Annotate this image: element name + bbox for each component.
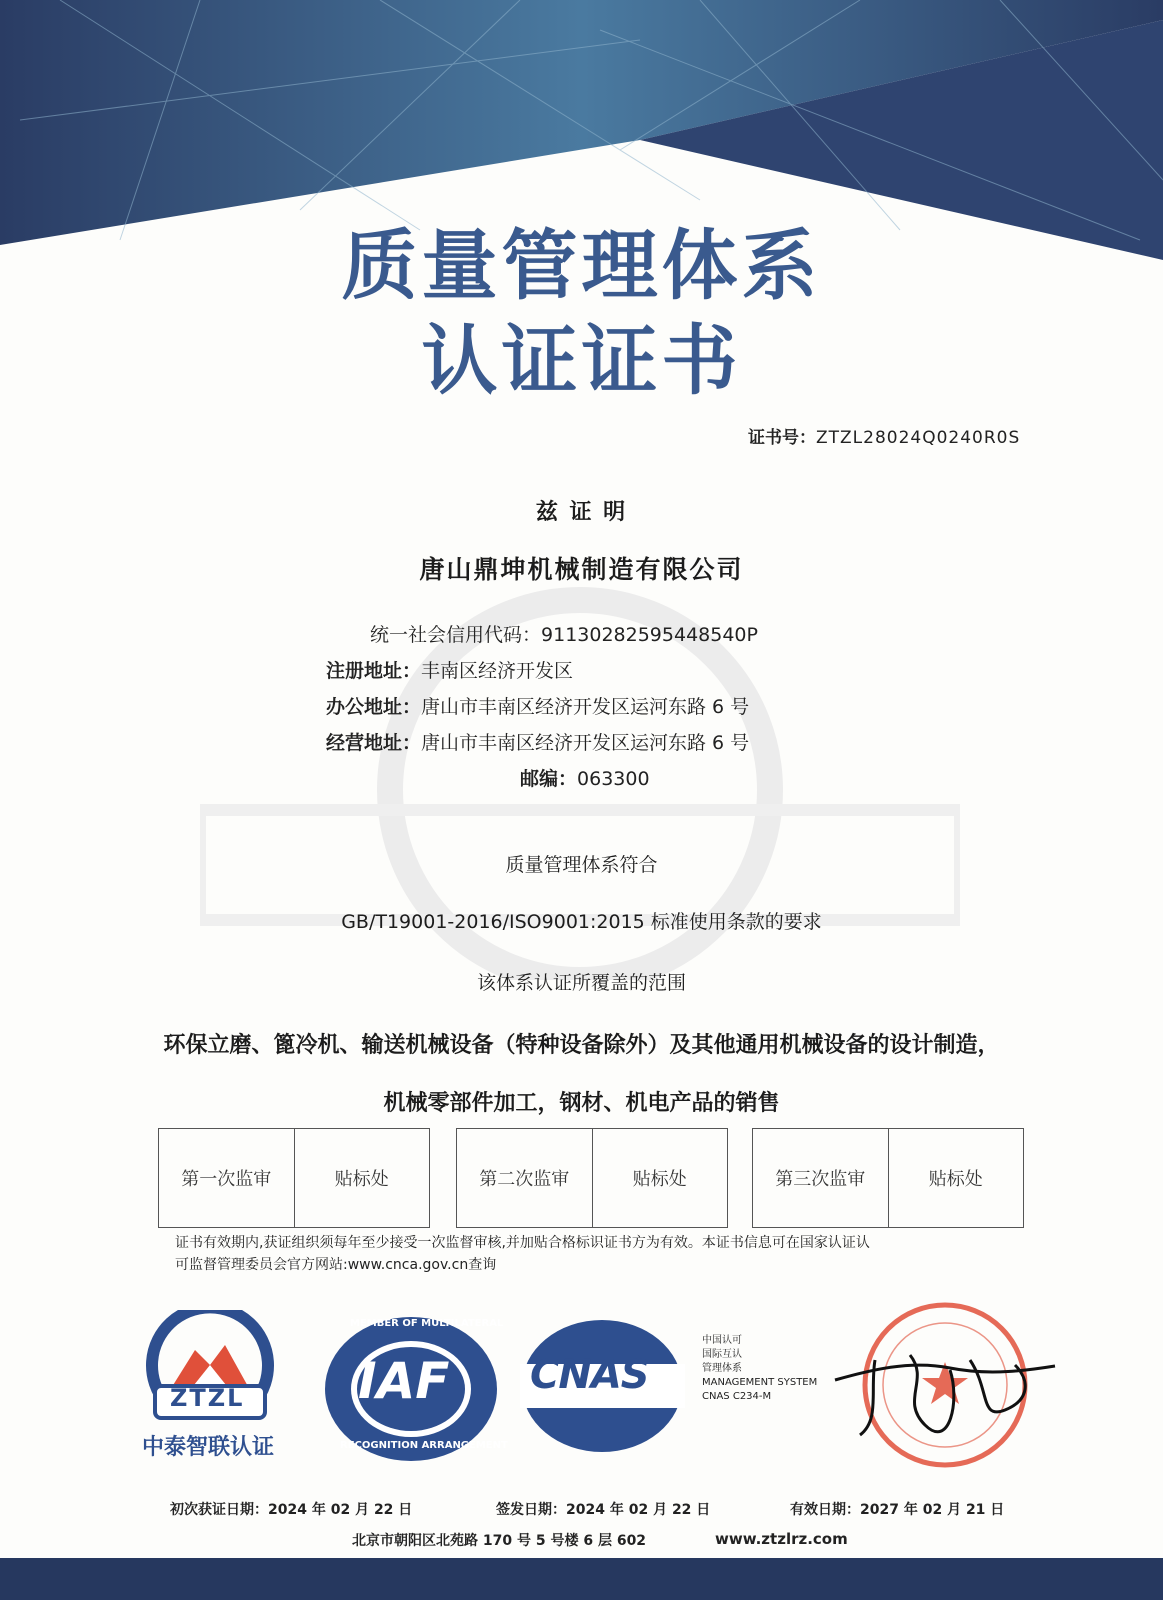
audit-box-2 — [456, 1128, 728, 1228]
credit-code-label: 统一社会信用代码： — [370, 624, 542, 646]
business-address-value: 唐山市丰南区经济开发区运河东路 6 号 — [421, 732, 750, 754]
valid-until-date — [790, 1499, 1004, 1519]
cnas-line-1: 中国认可 — [702, 1335, 742, 1346]
office-address-label: 办公地址： — [326, 696, 422, 718]
postcode-value: 063300 — [577, 768, 650, 790]
audit-box-2-label: 第二次监审 — [457, 1129, 593, 1227]
business-address — [326, 728, 749, 755]
scope-line-1: 环保立磨、篦冷机、输送机械设备（特种设备除外）及其他通用机械设备的设计制造， — [163, 1033, 1000, 1058]
audit-box-3-label: 第三次监审 — [753, 1129, 889, 1227]
cnas-line-5: CNAS C234-M — [702, 1391, 772, 1402]
company-name: 唐山鼎坤机械制造有限公司 — [419, 555, 744, 584]
credit-code-value: 91130282595448540P — [541, 624, 758, 646]
registered-address-label: 注册地址： — [326, 660, 422, 682]
certificate-number-value: ZTZL28024Q0240R0S — [816, 428, 1021, 448]
audit-box-1-sticker: 贴标处 — [334, 1169, 389, 1190]
audit-box-2-sticker: 贴标处 — [632, 1169, 687, 1190]
issue-date — [496, 1499, 710, 1519]
valid-until-date-label: 有效日期： — [790, 1502, 860, 1518]
hereby-heading: 兹 证 明 — [535, 500, 628, 525]
first-certified-date-value: 2024 年 02 月 22 日 — [268, 1502, 413, 1518]
office-address-value: 唐山市丰南区经济开发区运河东路 6 号 — [421, 696, 750, 718]
ztzl-logo-name: 中泰智联认证 — [142, 1435, 275, 1460]
audit-box-1 — [158, 1128, 430, 1228]
standard-statement: GB/T19001-2016/ISO9001:2015 标准使用条款的要求 — [341, 911, 822, 933]
cnas-line-2: 国际互认 — [702, 1349, 742, 1360]
valid-until-date-value: 2027 年 02 月 21 日 — [860, 1502, 1005, 1518]
registered-address-value: 丰南区经济开发区 — [421, 660, 574, 682]
conformity-statement: 质量管理体系符合 — [505, 854, 658, 876]
audit-box-3 — [752, 1128, 1024, 1228]
first-certified-date-label: 初次获证日期： — [170, 1502, 268, 1518]
footer-website: www.ztzlrz.com — [715, 1530, 848, 1548]
cnas-line-4: MANAGEMENT SYSTEM — [702, 1377, 818, 1388]
bottom-banner-decoration — [0, 1558, 1163, 1600]
signature-icon — [830, 1340, 1060, 1440]
registered-address — [326, 656, 573, 683]
postcode — [520, 764, 650, 791]
iaf-ring-bottom-text: RECOGNITION ARRANGEMENT — [340, 1440, 508, 1451]
issue-date-value: 2024 年 02 月 22 日 — [566, 1502, 711, 1518]
cnas-line-3: 管理体系 — [702, 1363, 742, 1374]
cnas-accreditation-info — [702, 1334, 817, 1404]
scope-line-2: 机械零部件加工，钢材、机电产品的销售 — [383, 1091, 780, 1116]
first-certified-date — [170, 1499, 412, 1519]
certificate-number-label: 证书号： — [748, 428, 816, 448]
certificate-title-line2: 认证证书 — [421, 316, 742, 405]
scope-label: 该体系认证所覆盖的范围 — [476, 972, 686, 994]
footer-address: 北京市朝阳区北苑路 170 号 5 号楼 6 层 602 — [352, 1533, 647, 1549]
iaf-ring-top-text: MEMBER OF MULTILATERAL — [350, 1318, 504, 1329]
certificate-number — [748, 423, 1020, 448]
ztzl-logo-mark: ZTZL — [170, 1384, 245, 1412]
certificate-title-line1: 质量管理体系 — [341, 221, 822, 310]
cnas-logo-text: CNAS — [530, 1352, 649, 1398]
audit-box-3-sticker: 贴标处 — [928, 1169, 983, 1190]
credit-code — [370, 620, 758, 647]
validity-notice-line2: 可监督管理委员会官方网站:www.cnca.gov.cn查询 — [175, 1257, 497, 1273]
issue-date-label: 签发日期： — [496, 1502, 566, 1518]
audit-box-1-label: 第一次监审 — [159, 1129, 295, 1227]
office-address — [326, 692, 749, 719]
iaf-logo-text: IAF — [358, 1352, 450, 1410]
postcode-label: 邮编： — [520, 768, 578, 790]
validity-notice-line1: 证书有效期内,获证组织须每年至少接受一次监督审核,并加贴合格标识证书方为有效。本证书信息可在国家认证认 — [175, 1235, 870, 1251]
business-address-label: 经营地址： — [326, 732, 422, 754]
